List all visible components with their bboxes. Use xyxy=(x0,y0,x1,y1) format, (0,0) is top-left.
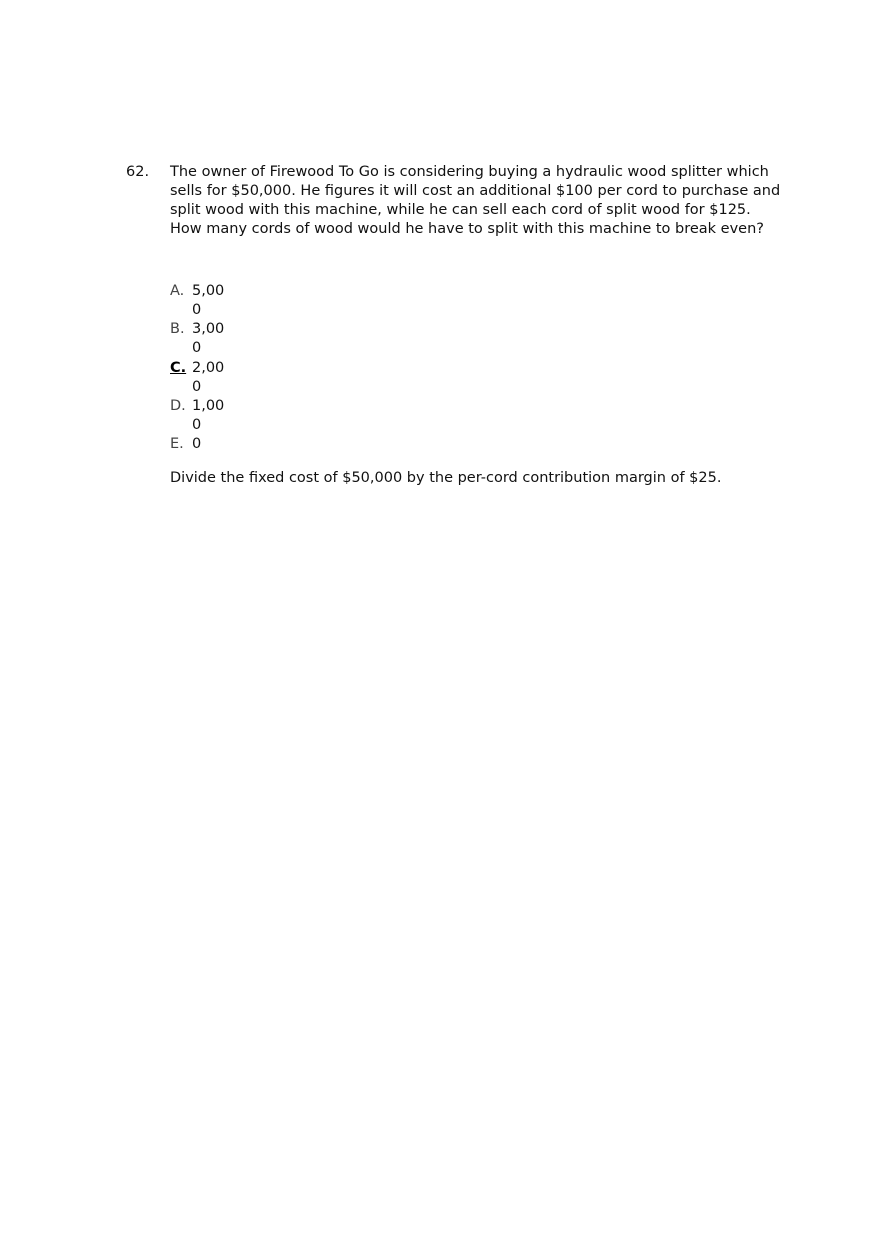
answer-value: 0 xyxy=(192,436,202,453)
answer-choices xyxy=(170,282,290,454)
answer-choice-b xyxy=(170,320,290,358)
question-line: How many cords of wood would he have to split with this machine to break even? xyxy=(170,221,764,237)
correct-answer-letter: C. xyxy=(170,359,187,376)
answer-choice-a xyxy=(170,282,290,320)
answer-letter: E. xyxy=(170,436,184,453)
answer-value: 2,000 xyxy=(192,359,225,395)
answer-explanation: Divide the fixed cost of $50,000 by the per-cord contribution margin of $25. xyxy=(170,470,722,486)
answer-letter: A. xyxy=(170,283,185,299)
answer-letter: B. xyxy=(170,321,185,338)
answer-choice-c xyxy=(170,359,290,397)
question-line: split wood with this machine, while he can sell each cord of split wood for $125. xyxy=(170,202,751,218)
question-number: 62. xyxy=(126,164,150,180)
question-text xyxy=(170,163,790,239)
question-line: The owner of Firewood To Go is considering buying a hydraulic wood splitter which xyxy=(170,164,769,180)
answer-letter: D. xyxy=(170,397,186,414)
answer-choice-e xyxy=(170,435,290,454)
answer-value: 1,000 xyxy=(192,397,225,433)
answer-value: 3,000 xyxy=(192,321,225,357)
answer-value: 5,000 xyxy=(192,283,225,318)
answer-choice-d xyxy=(170,397,290,435)
question-line: sells for $50,000. He figures it will cost an additional $100 per cord to purchase and xyxy=(170,183,781,199)
